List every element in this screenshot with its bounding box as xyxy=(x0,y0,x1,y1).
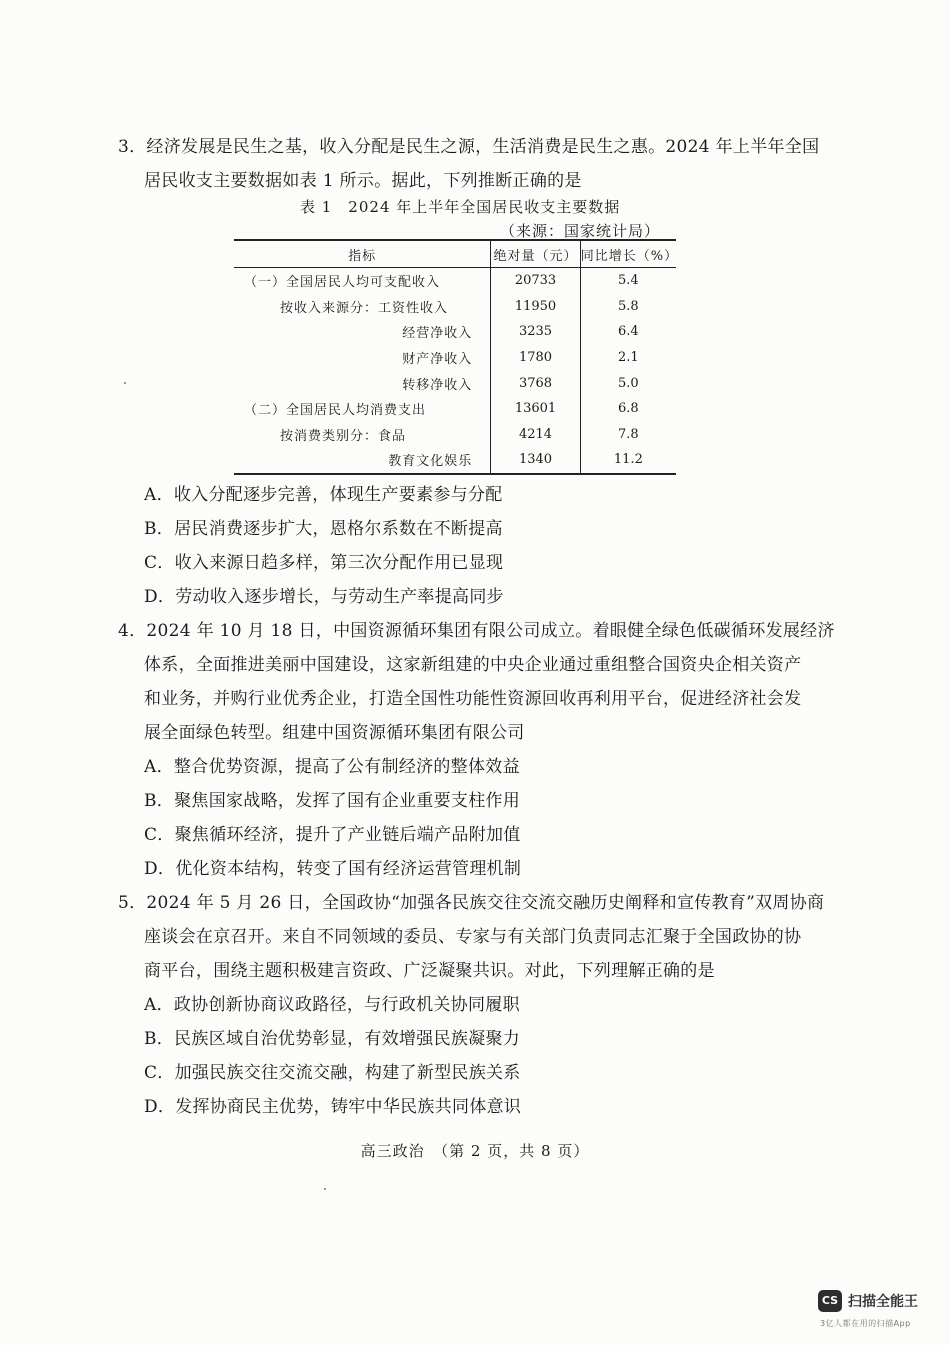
row-growth: 7.8 xyxy=(580,422,676,448)
row-growth: 5.8 xyxy=(580,294,676,320)
q3-option-a: A．收入分配逐步完善，体现生产要素参与分配 xyxy=(144,485,503,505)
q4-stem-line4: 展全面绿色转型。组建中国资源循环集团有限公司 xyxy=(144,723,525,743)
row-value: 3768 xyxy=(491,370,580,396)
q5-stem-line3: 商平台，围绕主题积极建言资政、广泛凝聚共识。对此，下列理解正确的是 xyxy=(144,961,715,981)
row-growth: 5.0 xyxy=(580,370,676,396)
q5-option-a: A．政协创新协商议政路径，与行政机关协同履职 xyxy=(144,995,520,1015)
row-value: 1780 xyxy=(491,345,580,371)
page-footer: 高三政治 （第 2 页，共 8 页） xyxy=(360,1142,590,1160)
q4-stem-line1: 4．2024 年 10 月 18 日，中国资源循环集团有限公司成立。着眼健全绿色低碳循环发展经济 xyxy=(118,621,835,641)
row-growth: 6.8 xyxy=(580,396,676,422)
table-row xyxy=(234,396,676,422)
row-indicator: 按消费类别分：食品 xyxy=(280,428,407,444)
table-caption: 表 1 2024 年上半年全国居民收支主要数据 xyxy=(300,198,621,216)
scanner-watermark xyxy=(818,1290,938,1334)
q4-stem-line2: 体系，全面推进美丽中国建设，这家新组建的中央企业通过重组整合国资央企相关资产 xyxy=(144,655,802,675)
q4-stem-line3: 和业务，并购行业优秀企业，打造全国性功能性资源回收再利用平台，促进经济社会发 xyxy=(144,689,802,709)
table-source: （来源：国家统计局） xyxy=(500,222,661,240)
q3-option-d: D．劳动收入逐步增长，与劳动生产率提高同步 xyxy=(144,587,504,607)
row-value: 13601 xyxy=(491,396,580,422)
q3-option-b: B．居民消费逐步扩大，恩格尔系数在不断提高 xyxy=(144,519,503,539)
table-row xyxy=(234,319,676,345)
q4-option-b: B．聚焦国家战略，发挥了国有企业重要支柱作用 xyxy=(144,791,521,811)
cs-logo-icon: CS xyxy=(818,1290,842,1312)
row-indicator: 教育文化娱乐 xyxy=(234,447,491,474)
row-value: 20733 xyxy=(491,268,580,294)
row-indicator: 财产净收入 xyxy=(402,352,473,368)
q4-number: 4． xyxy=(118,621,147,641)
q5-option-b: B．民族区域自治优势彰显，有效增强民族凝聚力 xyxy=(144,1029,521,1049)
row-indicator: （二）全国居民人均消费支出 xyxy=(244,403,427,419)
row-value: 1340 xyxy=(491,447,580,474)
q3-option-c: C．收入来源日趋多样，第三次分配作用已显现 xyxy=(144,553,504,573)
q3-number: 3． xyxy=(118,137,147,157)
header-growth: 同比增长（%） xyxy=(580,240,676,268)
q4-option-c: C．聚焦循环经济，提升了产业链后端产品附加值 xyxy=(144,825,521,845)
q5-number: 5． xyxy=(118,893,147,913)
watermark-tagline: 3亿人都在用的扫描App xyxy=(820,1319,911,1328)
row-value: 3235 xyxy=(491,319,580,345)
scan-speck xyxy=(324,1188,326,1190)
header-value: 绝对量（元） xyxy=(491,240,580,268)
row-value: 4214 xyxy=(491,422,580,448)
table-row xyxy=(234,345,676,371)
row-indicator: （一）全国居民人均可支配收入 xyxy=(244,275,441,291)
table-row xyxy=(234,370,676,396)
q5-option-c: C．加强民族交往交流交融，构建了新型民族关系 xyxy=(144,1063,521,1083)
q3-stem-line1: 3．经济发展是民生之基，收入分配是民生之源，生活消费是民生之惠。2024 年上半年全国 xyxy=(118,137,820,157)
q5-stem-line1: 5．2024 年 5 月 26 日，全国政协“加强各民族交往交流交融历史阐释和宣传教育”双周协商 xyxy=(118,893,825,913)
row-growth: 5.4 xyxy=(580,268,676,294)
row-indicator: 经营净收入 xyxy=(402,326,473,342)
q3-stem-line2: 居民收支主要数据如表 1 所示。据此，下列推断正确的是 xyxy=(144,171,582,191)
q5-option-d: D．发挥协商民主优势，铸牢中华民族共同体意识 xyxy=(144,1097,522,1117)
header-indicator: 指标 xyxy=(234,240,491,268)
row-indicator: 转移净收入 xyxy=(402,377,473,393)
q5-stem-line2: 座谈会在京召开。来自不同领域的委员、专家与有关部门负责同志汇聚于全国政协的协 xyxy=(144,927,802,947)
table-row xyxy=(234,447,676,474)
row-indicator: 按收入来源分：工资性收入 xyxy=(280,300,449,316)
watermark-name: 扫描全能王 xyxy=(848,1294,918,1310)
table-header-row xyxy=(234,240,676,268)
row-value: 11950 xyxy=(491,294,580,320)
q4-option-a: A．整合优势资源，提高了公有制经济的整体效益 xyxy=(144,757,520,777)
row-growth: 11.2 xyxy=(580,447,676,474)
table-row xyxy=(234,268,676,294)
row-growth: 6.4 xyxy=(580,319,676,345)
income-expenditure-table xyxy=(234,239,679,475)
row-growth: 2.1 xyxy=(580,345,676,371)
table-row xyxy=(234,422,676,448)
scan-speck xyxy=(124,382,126,384)
q4-option-d: D．优化资本结构，转变了国有经济运营管理机制 xyxy=(144,859,522,879)
table-row xyxy=(234,294,676,320)
